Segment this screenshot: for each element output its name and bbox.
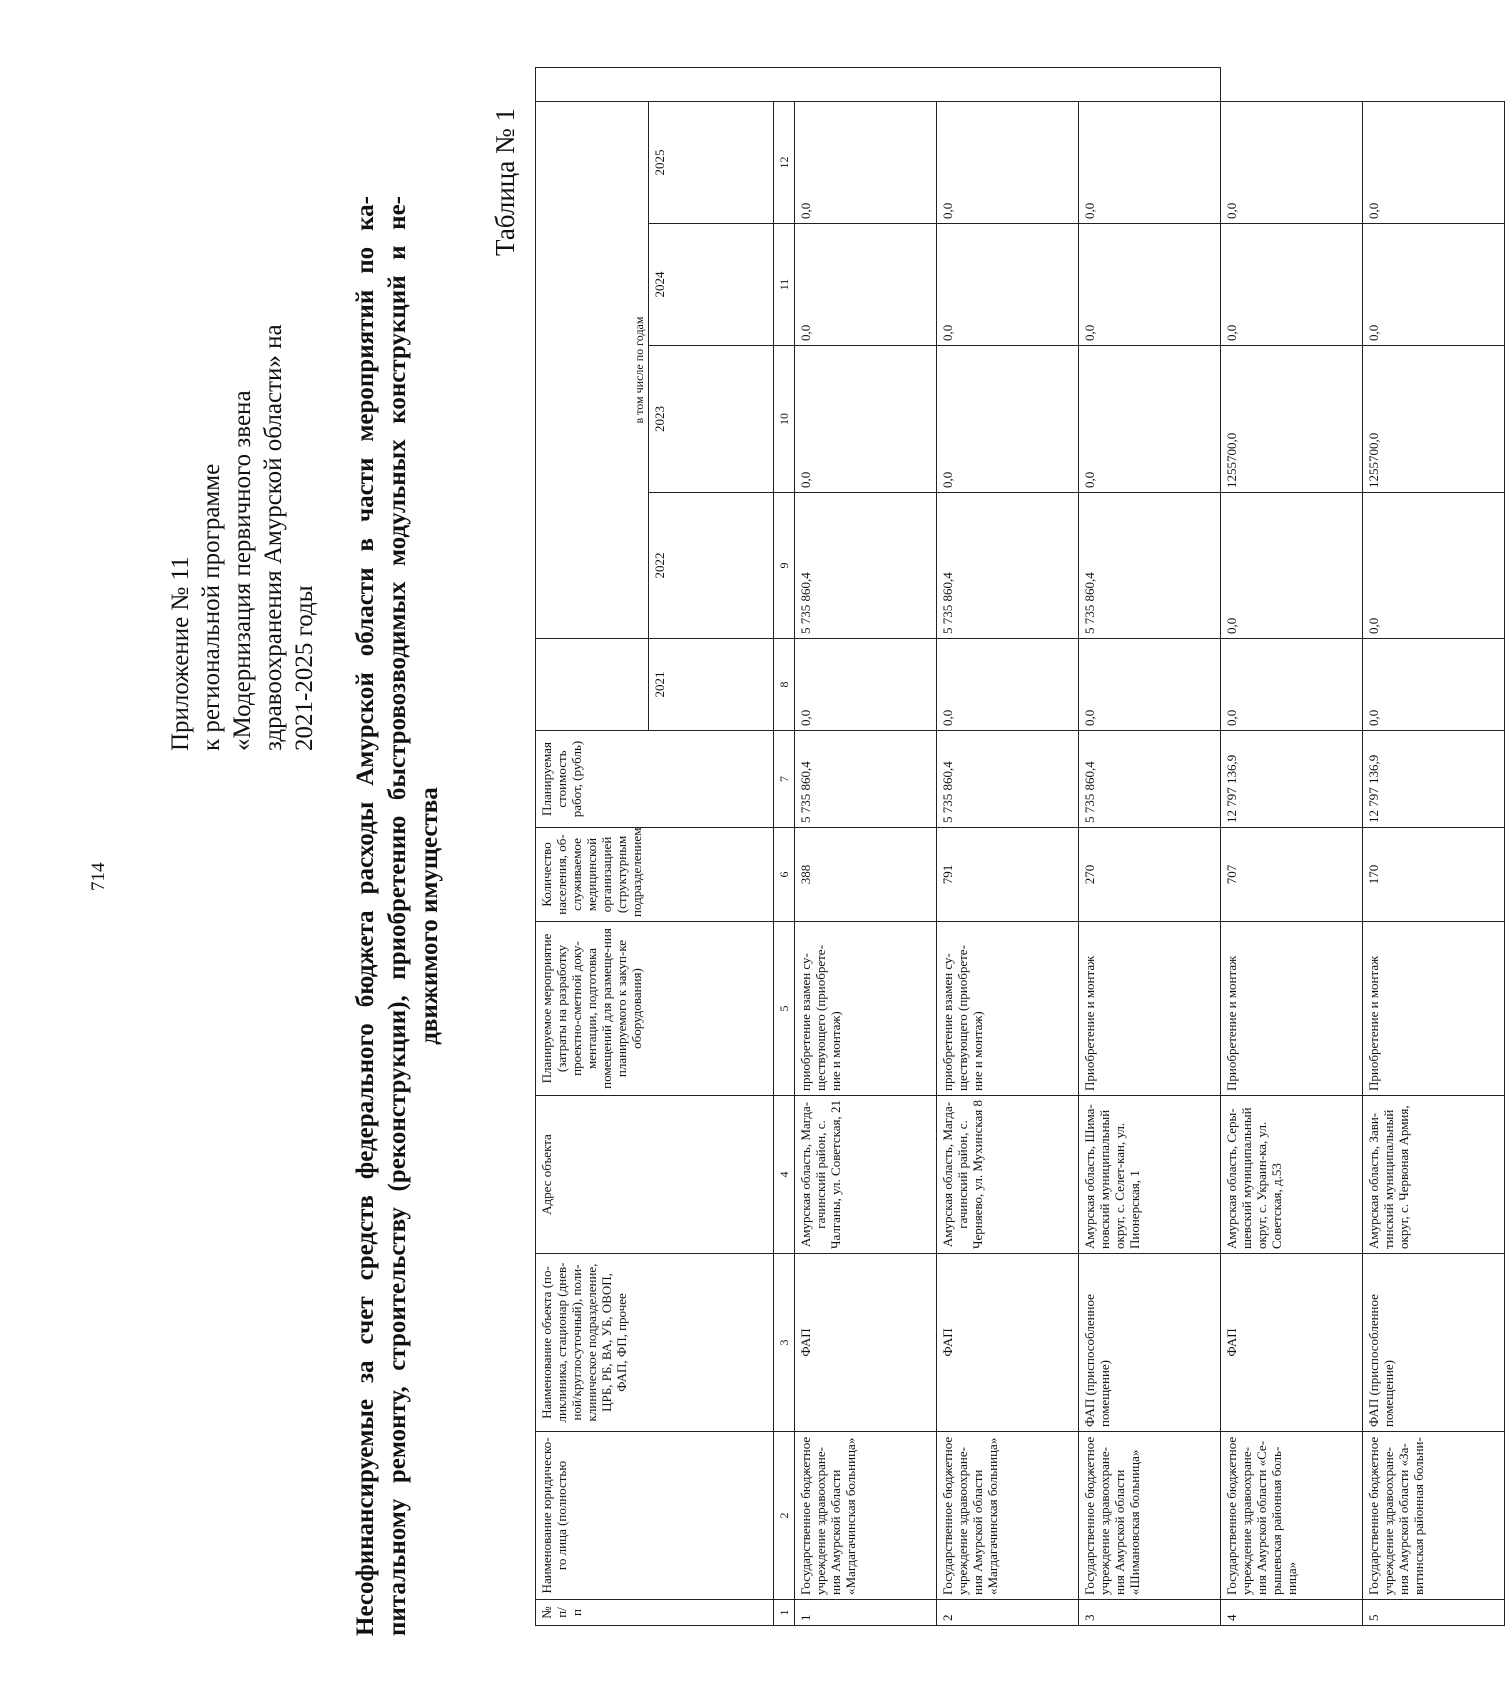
cell-2022: 0,0 — [1363, 493, 1505, 639]
cell-population: 388 — [795, 828, 937, 922]
cell-2025: 0,0 — [795, 101, 937, 223]
appendix-line: к региональной программе — [198, 463, 225, 751]
table-row — [1079, 67, 1221, 1625]
margin-column — [536, 67, 1221, 101]
cell-2025: 0,0 — [937, 101, 1079, 223]
cell-object: ФАП (приспособленное помещение) — [1363, 1254, 1505, 1432]
table-row — [937, 67, 1079, 1625]
table-row — [1221, 67, 1363, 1625]
cell-measure: Приобретение и монтаж — [1221, 922, 1363, 1096]
column-number: 11 — [774, 224, 795, 346]
cell-population: 707 — [1221, 828, 1363, 922]
cell-num: 2 — [937, 1600, 1079, 1626]
cell-2021: 0,0 — [1363, 639, 1505, 731]
cell-2024: 0,0 — [1079, 224, 1221, 346]
cell-cost: 5 735 860,4 — [1079, 731, 1221, 828]
cell-num: 1 — [795, 1600, 937, 1626]
header-year-2023: 2023 — [649, 346, 774, 493]
cell-measure: Приобретение и монтаж — [1363, 922, 1505, 1096]
cell-measure: приобретение взамен су-ществующего (приобрете-ние и монтаж) — [795, 922, 937, 1096]
column-number: 6 — [774, 828, 795, 922]
cell-2023: 1255700,0 — [1363, 346, 1505, 493]
cell-2025: 0,0 — [1221, 101, 1363, 223]
table-label: Таблица № 1 — [490, 108, 520, 256]
cell-num: 3 — [1079, 1600, 1221, 1626]
data-table — [535, 67, 1505, 1626]
table-row — [1363, 67, 1505, 1625]
cell-2021: 0,0 — [1221, 639, 1363, 731]
appendix-block — [165, 324, 320, 751]
cell-legal-name: Государственное бюджетное учреждение здравоохране-ния Амурской области «За-витинская районная больни- — [1363, 1432, 1505, 1600]
cell-population: 270 — [1079, 828, 1221, 922]
cell-cost: 12 797 136,9 — [1221, 731, 1363, 828]
cell-2023: 0,0 — [937, 346, 1079, 493]
cell-2023: 0,0 — [795, 346, 937, 493]
cell-object: ФАП — [1221, 1254, 1363, 1432]
cell-legal-name: Государственное бюджетное учреждение здравоохране-ния Амурской области «Шимановская больница» — [1079, 1432, 1221, 1600]
column-number: 7 — [774, 731, 795, 828]
cell-2022: 5 735 860,4 — [1079, 493, 1221, 639]
cell-address: Амурская область, Магда-гачинский район, с. Черняево, ул. Мухинская 8 — [937, 1096, 1079, 1254]
cell-2021: 0,0 — [1079, 639, 1221, 731]
cell-2022: 5 735 860,4 — [937, 493, 1079, 639]
cell-2024: 0,0 — [937, 224, 1079, 346]
header-object: Наименование объекта (по-ликлиника, стационар (днев-ной/круглосуточный), поли-клиническое подразделение, ЦРБ, РБ, ВА, УБ, ОВОП, ФАП, ФП, прочее — [536, 1254, 774, 1432]
column-number: 9 — [774, 493, 795, 639]
cell-legal-name: Государственное бюджетное учреждение здравоохране-ния Амурской области «Магдагачинская больница» — [937, 1432, 1079, 1600]
cell-object: ФАП — [937, 1254, 1079, 1432]
header-population: Количество населения, об-служиваемое медицинской организацией (структурным подразделением — [536, 828, 774, 922]
cell-population: 791 — [937, 828, 1079, 922]
cell-2021: 0,0 — [795, 639, 937, 731]
column-number: 1 — [774, 1600, 795, 1626]
cell-2023: 1255700,0 — [1221, 346, 1363, 493]
cell-legal-name: Государственное бюджетное учреждение здравоохране-ния Амурской области «Се-рышевская районная боль-ница» — [1221, 1432, 1363, 1600]
header-cost: Планируемая стоимость работ, (рубль) — [536, 731, 774, 828]
cell-address: Амурская область, Шима-новский муниципальный округ, с. Селет-кан, ул. Пионерская, 1 — [1079, 1096, 1221, 1254]
cell-address: Амурская область, Зави-тинский муниципальный округ, с. Червоная Армия, — [1363, 1096, 1505, 1254]
header-year-2021: 2021 — [649, 639, 774, 731]
cell-num: 5 — [1363, 1600, 1505, 1626]
cell-2022: 0,0 — [1221, 493, 1363, 639]
header-legal-name: Наименование юридическо-го лица (полностью — [536, 1432, 774, 1600]
header-measure: Планируемое мероприятие (затраты на разработку проектно-сметной доку-ментации, подготовка помещений для размеще-ния планируемого к закуп-ке оборудования) — [536, 922, 774, 1096]
document-title — [350, 196, 446, 1636]
cell-population: 170 — [1363, 828, 1505, 922]
column-number: 8 — [774, 639, 795, 731]
cell-address: Амурская область, Магда-гачинский район, с. Чалганы, ул. Советская, 21 — [795, 1096, 937, 1254]
cell-cost: 5 735 860,4 — [795, 731, 937, 828]
title-line: Несофинансируемые за счет средств федерального бюджета расходы Амурской области в части мероприятий по ка- — [352, 196, 379, 1636]
column-number: 10 — [774, 346, 795, 493]
cell-2024: 0,0 — [795, 224, 937, 346]
cell-measure: Приобретение и монтаж — [1079, 922, 1221, 1096]
cell-cost: 5 735 860,4 — [937, 731, 1079, 828]
cell-cost: 12 797 136,9 — [1363, 731, 1505, 828]
cell-address: Амурская область, Серы-шевский муниципальный округ, с. Украин-ка, ул. Советская, д.53 — [1221, 1096, 1363, 1254]
header-year-2025: 2025 — [649, 101, 774, 223]
column-number: 5 — [774, 922, 795, 1096]
column-number: 3 — [774, 1254, 795, 1432]
appendix-line: «Модернизация первичного звена — [229, 390, 256, 751]
cell-2024: 0,0 — [1221, 224, 1363, 346]
header-num: № п/п — [536, 1600, 774, 1626]
appendix-line: Приложение № 11 — [167, 556, 194, 751]
cell-object: ФАП — [795, 1254, 937, 1432]
column-number: 12 — [774, 101, 795, 223]
cell-legal-name: Государственное бюджетное учреждение здравоохране-ния Амурской области «Магдагачинская больница» — [795, 1432, 937, 1600]
table-row — [795, 67, 937, 1625]
cell-2025: 0,0 — [1363, 101, 1505, 223]
cell-object: ФАП (приспособленное помещение) — [1079, 1254, 1221, 1432]
cell-2024: 0,0 — [1363, 224, 1505, 346]
cell-2025: 0,0 — [1079, 101, 1221, 223]
cell-2023: 0,0 — [1079, 346, 1221, 493]
title-line: питальному ремонту, строительству (реконструкции), приобретению быстровозводимых модульных конструкций и не- — [384, 196, 411, 1636]
header-year-2022: 2022 — [649, 493, 774, 639]
header-year-2024: 2024 — [649, 224, 774, 346]
cell-measure: приобретение взамен су-ществующего (приобрете-ние и монтаж) — [937, 922, 1079, 1096]
cell-2022: 5 735 860,4 — [795, 493, 937, 639]
header-blank — [536, 639, 649, 731]
appendix-line: здравоохранения Амурской области» на — [260, 324, 287, 751]
page-number: 714 — [88, 862, 109, 891]
title-line: движимого имущества — [416, 787, 443, 1045]
header-by-years: в том числе по годам — [536, 101, 649, 638]
cell-2021: 0,0 — [937, 639, 1079, 731]
header-address: Адрес объекта — [536, 1096, 774, 1254]
column-number: 4 — [774, 1096, 795, 1254]
cell-num: 4 — [1221, 1600, 1363, 1626]
column-number: 2 — [774, 1432, 795, 1600]
appendix-line: 2021-2025 годы — [291, 585, 318, 751]
